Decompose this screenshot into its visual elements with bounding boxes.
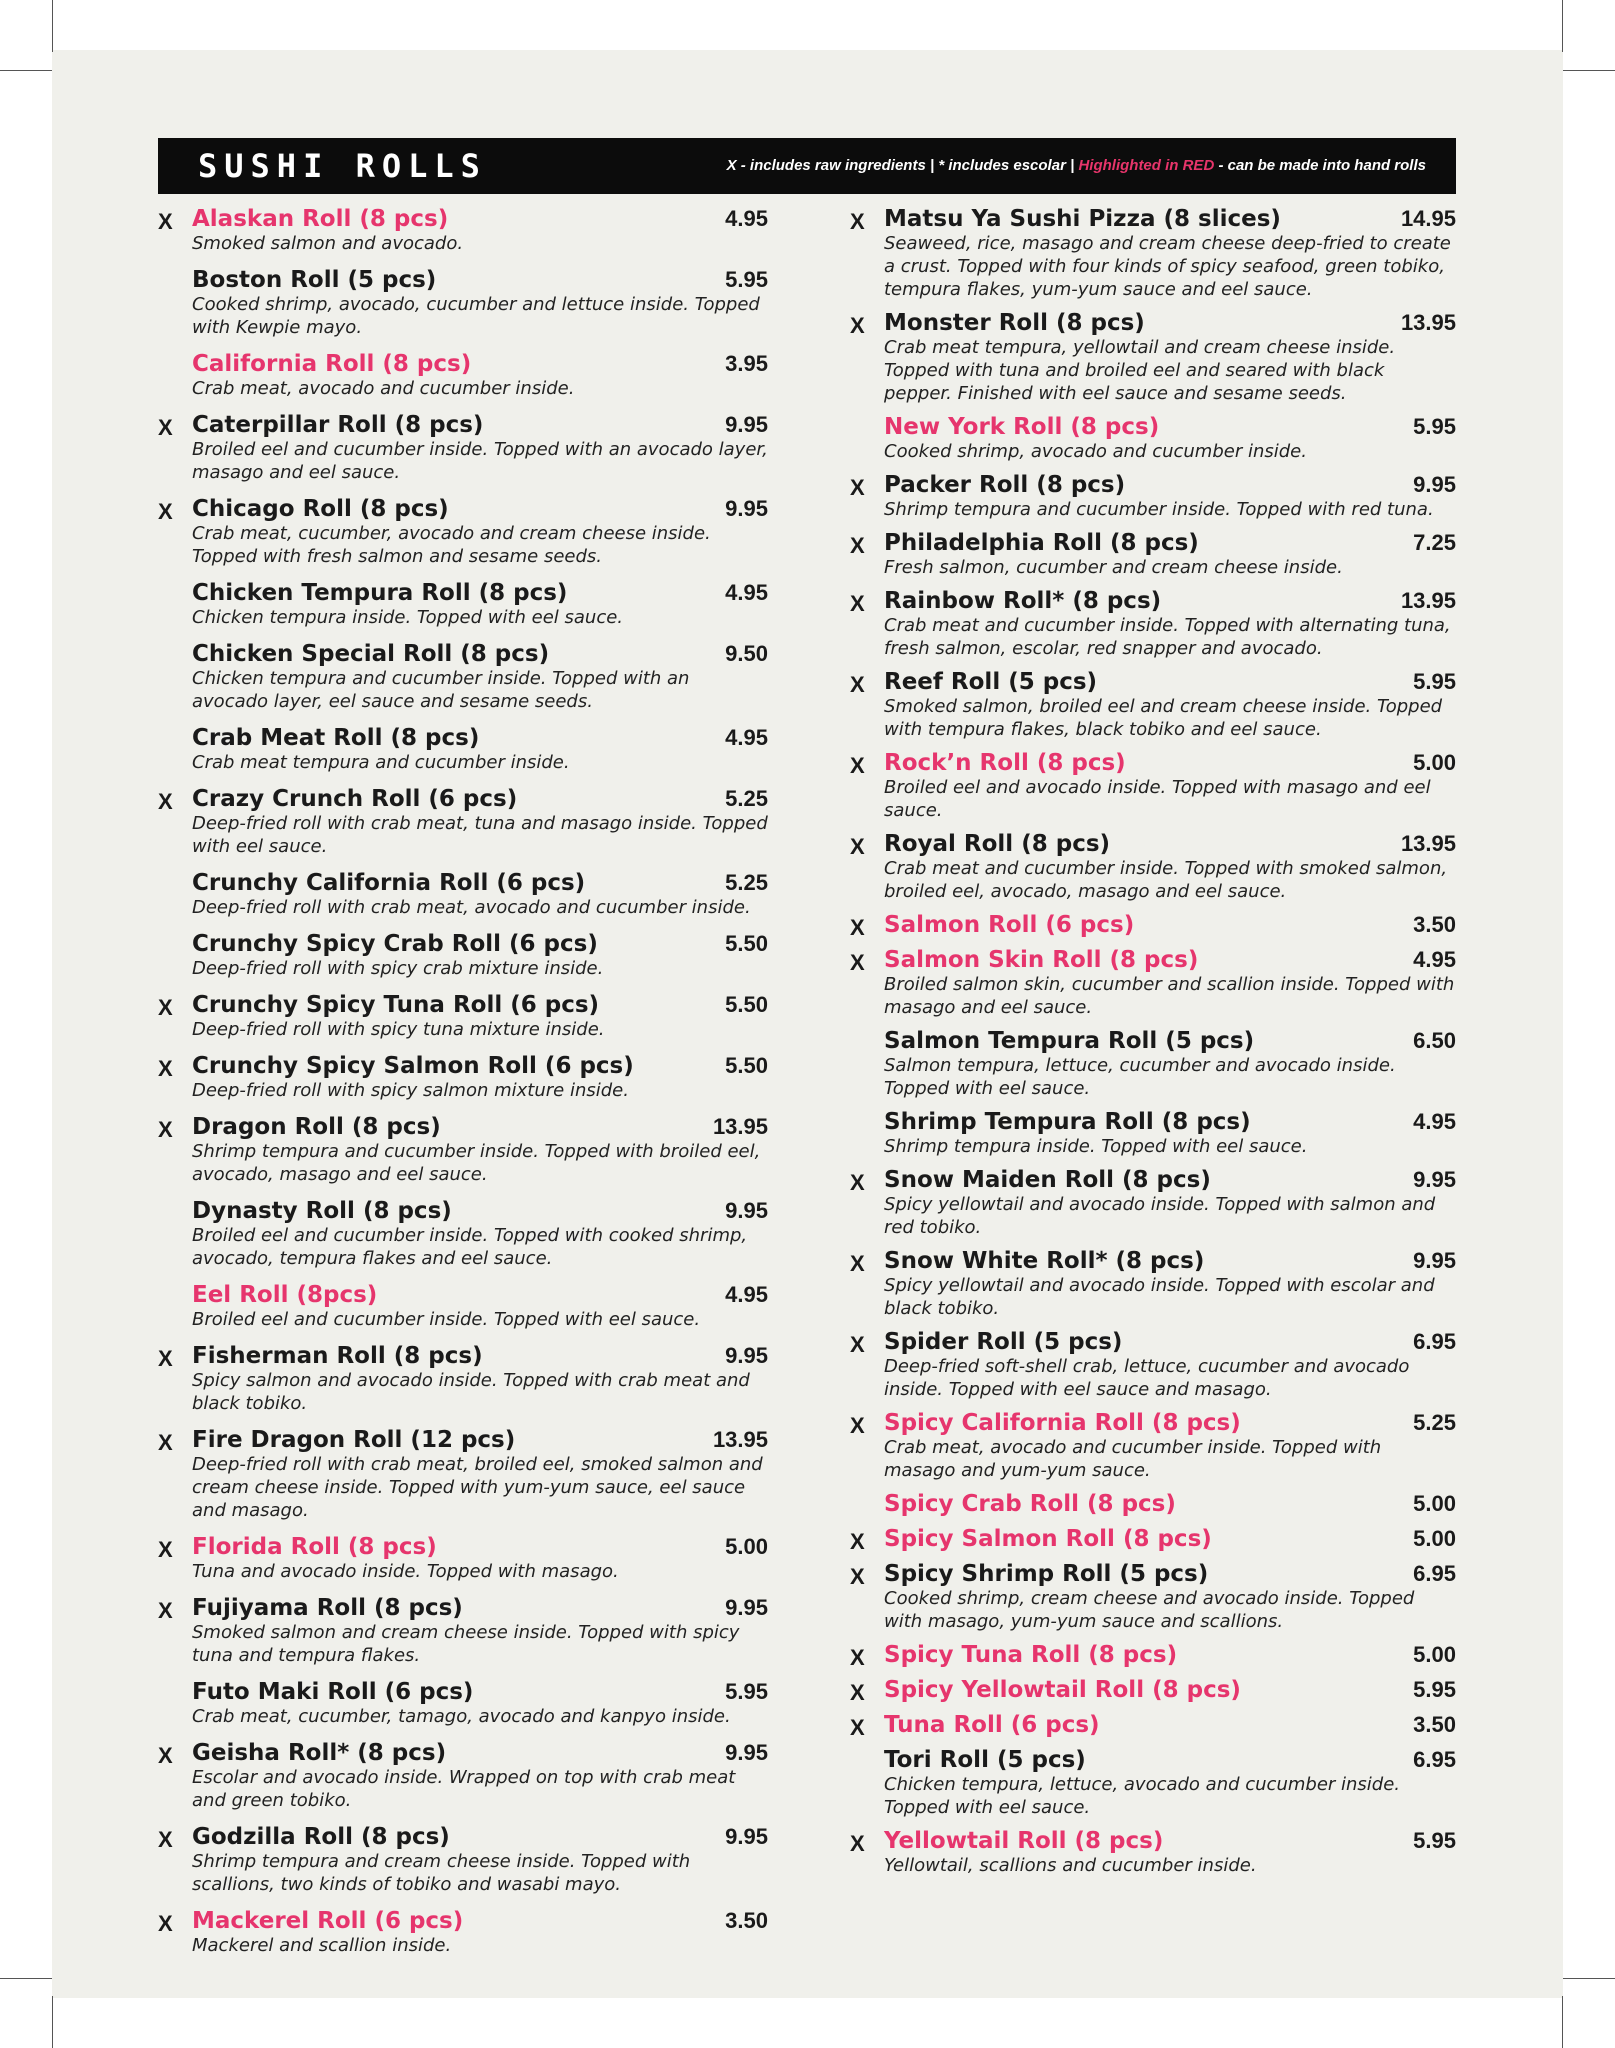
item-name: Spicy Crab Roll (8 pcs) bbox=[884, 1491, 1176, 1517]
legend: X - includes raw ingredients | * includes escolar | Highlighted in RED - can be made into hand rolls bbox=[726, 157, 1426, 174]
item-description: Spicy yellowtail and avocado inside. Topped with salmon and red tobiko. bbox=[884, 1194, 1436, 1238]
raw-ingredients-mark: X bbox=[850, 1529, 865, 1554]
item-price: 3.50 bbox=[1413, 912, 1456, 937]
item-name: Godzilla Roll (8 pcs) bbox=[192, 1824, 450, 1850]
item-price: 14.95 bbox=[1400, 206, 1456, 231]
item-price: 5.00 bbox=[1413, 1526, 1456, 1551]
item-price: 9.95 bbox=[725, 1740, 768, 1765]
item-name: Eel Roll (8pcs) bbox=[192, 1282, 378, 1308]
crop-mark bbox=[0, 1978, 52, 1979]
item-name: Fisherman Roll (8 pcs) bbox=[192, 1343, 483, 1369]
raw-ingredients-mark: X bbox=[850, 475, 865, 500]
item-name: Monster Roll (8 pcs) bbox=[884, 310, 1145, 336]
item-description: Cooked shrimp, avocado, cucumber and lettuce inside. Topped with Kewpie mayo. bbox=[192, 294, 760, 338]
item-name: Chicago Roll (8 pcs) bbox=[192, 496, 449, 522]
item-name: Snow Maiden Roll (8 pcs) bbox=[884, 1167, 1211, 1193]
item-description: Broiled salmon skin, cucumber and scallion inside. Topped with masago and eel sauce. bbox=[884, 974, 1455, 1018]
item-name: Spicy Yellowtail Roll (8 pcs) bbox=[884, 1677, 1241, 1703]
menu-item bbox=[158, 1534, 768, 1583]
item-price: 9.95 bbox=[1413, 472, 1456, 497]
raw-ingredients-mark: X bbox=[850, 533, 865, 558]
item-description: Crab meat and cucumber inside. Topped with alternating tuna, fresh salmon, escolar, red snapper and avocado. bbox=[884, 615, 1451, 659]
menu-item bbox=[850, 1248, 1456, 1320]
raw-ingredients-mark: X bbox=[850, 591, 865, 616]
item-price: 5.00 bbox=[1413, 750, 1456, 775]
item-description: Shrimp tempura and cucumber inside. Topped with red tuna. bbox=[884, 499, 1434, 520]
item-price: 5.95 bbox=[1413, 1828, 1456, 1853]
menu-item bbox=[158, 496, 768, 568]
item-name: Spicy California Roll (8 pcs) bbox=[884, 1410, 1241, 1436]
item-description: Chicken tempura inside. Topped with eel sauce. bbox=[192, 607, 624, 628]
item-name: Yellowtail Roll (8 pcs) bbox=[884, 1828, 1164, 1854]
item-price: 5.95 bbox=[725, 267, 768, 292]
item-description: Smoked salmon and cream cheese inside. Topped with spicy tuna and tempura flakes. bbox=[192, 1622, 740, 1666]
item-price: 5.00 bbox=[1413, 1491, 1456, 1516]
item-description: Deep-fried roll with crab meat, broiled eel, smoked salmon and cream cheese inside. Topped with yum-yum sauce, eel sauce and masago. bbox=[192, 1454, 763, 1521]
item-description: Chicken tempura, lettuce, avocado and cucumber inside. Topped with eel sauce. bbox=[884, 1774, 1401, 1818]
menu-item bbox=[850, 1747, 1456, 1819]
menu-item bbox=[850, 414, 1456, 463]
crop-mark bbox=[1563, 70, 1615, 71]
item-price: 5.50 bbox=[725, 1053, 768, 1078]
item-description: Deep-fried soft-shell crab, lettuce, cucumber and avocado inside. Topped with eel sauce and masago. bbox=[884, 1356, 1410, 1400]
menu-item bbox=[850, 750, 1456, 822]
item-name: Fire Dragon Roll (12 pcs) bbox=[192, 1427, 516, 1453]
crop-mark bbox=[1562, 0, 1563, 52]
item-price: 4.95 bbox=[1413, 947, 1456, 972]
item-description: Crab meat, avocado and cucumber inside. Topped with masago and yum-yum sauce. bbox=[884, 1437, 1382, 1481]
item-name: Chicken Tempura Roll (8 pcs) bbox=[192, 580, 568, 606]
raw-ingredients-mark: X bbox=[158, 209, 173, 234]
item-description: Broiled eel and avocado inside. Topped with masago and eel sauce. bbox=[884, 777, 1431, 821]
raw-ingredients-mark: X bbox=[850, 1413, 865, 1438]
item-price: 9.95 bbox=[725, 496, 768, 521]
raw-ingredients-mark: X bbox=[850, 1170, 865, 1195]
raw-ingredients-mark: X bbox=[850, 950, 865, 975]
item-price: 13.95 bbox=[1400, 310, 1456, 335]
item-price: 5.95 bbox=[1413, 1677, 1456, 1702]
menu-item bbox=[850, 1526, 1456, 1552]
item-description: Broiled eel and cucumber inside. Topped with an avocado layer, masago and eel sauce. bbox=[192, 439, 768, 483]
item-price: 13.95 bbox=[712, 1427, 768, 1452]
raw-ingredients-mark: X bbox=[850, 834, 865, 859]
raw-ingredients-mark: X bbox=[850, 753, 865, 778]
menu-item bbox=[158, 870, 768, 919]
item-price: 13.95 bbox=[1400, 588, 1456, 613]
item-price: 4.95 bbox=[725, 725, 768, 750]
item-price: 5.50 bbox=[725, 931, 768, 956]
menu-item bbox=[850, 310, 1456, 405]
menu-item bbox=[850, 1712, 1456, 1738]
menu-item bbox=[158, 641, 768, 713]
item-name: Alaskan Roll (8 pcs) bbox=[192, 206, 449, 232]
item-price: 5.25 bbox=[725, 786, 768, 811]
item-description: Seaweed, rice, masago and cream cheese deep-fried to create a crust. Topped with four kinds of spicy seafood, green tobiko, tempura flakes, yum-yum sauce and eel sauce. bbox=[884, 233, 1451, 300]
legend-hand-rolls: - can be made into hand rolls bbox=[1218, 157, 1426, 174]
menu-item bbox=[158, 1824, 768, 1896]
raw-ingredients-mark: X bbox=[850, 1680, 865, 1705]
item-description: Crab meat and cucumber inside. Topped with smoked salmon, broiled eel, avocado, masago and eel sauce. bbox=[884, 858, 1448, 902]
menu-item bbox=[158, 1427, 768, 1522]
legend-escolar: * includes escolar bbox=[938, 157, 1066, 174]
legend-raw: X - includes raw ingredients bbox=[726, 157, 926, 174]
raw-ingredients-mark: X bbox=[158, 789, 173, 814]
raw-ingredients-mark: X bbox=[158, 1117, 173, 1142]
menu-item bbox=[850, 1410, 1456, 1482]
item-name: Dynasty Roll (8 pcs) bbox=[192, 1198, 452, 1224]
item-description: Shrimp tempura inside. Topped with eel sauce. bbox=[884, 1136, 1308, 1157]
item-description: Crab meat tempura, yellowtail and cream cheese inside. Topped with tuna and broiled eel and seared with black pepper. Finished with eel sauce and sesame seeds. bbox=[884, 337, 1396, 404]
item-name: Packer Roll (8 pcs) bbox=[884, 472, 1126, 498]
item-description: Smoked salmon and avocado. bbox=[192, 233, 464, 254]
item-price: 7.25 bbox=[1413, 530, 1456, 555]
menu-item bbox=[850, 1642, 1456, 1668]
item-price: 6.95 bbox=[1413, 1747, 1456, 1772]
raw-ingredients-mark: X bbox=[158, 1827, 173, 1852]
menu-item bbox=[850, 206, 1456, 301]
item-name: Tori Roll (5 pcs) bbox=[884, 1747, 1086, 1773]
item-price: 4.95 bbox=[725, 580, 768, 605]
crop-mark bbox=[1563, 1978, 1615, 1979]
item-name: Salmon Roll (6 pcs) bbox=[884, 912, 1135, 938]
menu-item bbox=[158, 580, 768, 629]
item-price: 4.95 bbox=[725, 206, 768, 231]
item-description: Cooked shrimp, avocado and cucumber inside. bbox=[884, 441, 1307, 462]
menu-item bbox=[850, 1028, 1456, 1100]
crop-mark bbox=[52, 0, 53, 52]
menu-item bbox=[158, 786, 768, 858]
item-name: Crunchy California Roll (6 pcs) bbox=[192, 870, 586, 896]
raw-ingredients-mark: X bbox=[850, 1332, 865, 1357]
item-description: Mackerel and scallion inside. bbox=[192, 1935, 452, 1956]
item-description: Shrimp tempura and cream cheese inside. Topped with scallions, two kinds of tobiko and wasabi mayo. bbox=[192, 1851, 691, 1895]
menu-item bbox=[158, 1282, 768, 1331]
raw-ingredients-mark: X bbox=[158, 1743, 173, 1768]
item-name: Snow White Roll* (8 pcs) bbox=[884, 1248, 1205, 1274]
item-price: 5.00 bbox=[725, 1534, 768, 1559]
raw-ingredients-mark: X bbox=[158, 499, 173, 524]
item-price: 5.95 bbox=[725, 1679, 768, 1704]
item-name: Philadelphia Roll (8 pcs) bbox=[884, 530, 1199, 556]
item-price: 9.50 bbox=[725, 641, 768, 666]
menu-column-left bbox=[158, 206, 768, 1969]
item-name: Spicy Salmon Roll (8 pcs) bbox=[884, 1526, 1212, 1552]
item-name: Salmon Skin Roll (8 pcs) bbox=[884, 947, 1199, 973]
menu-item bbox=[850, 669, 1456, 741]
item-name: Florida Roll (8 pcs) bbox=[192, 1534, 437, 1560]
menu-item bbox=[850, 947, 1456, 1019]
item-name: Caterpillar Roll (8 pcs) bbox=[192, 412, 484, 438]
raw-ingredients-mark: X bbox=[850, 1251, 865, 1276]
item-name: Salmon Tempura Roll (5 pcs) bbox=[884, 1028, 1255, 1054]
menu-item bbox=[850, 831, 1456, 903]
item-price: 5.50 bbox=[725, 992, 768, 1017]
item-description: Broiled eel and cucumber inside. Topped with cooked shrimp, avocado, tempura flakes and eel sauce. bbox=[192, 1225, 748, 1269]
raw-ingredients-mark: X bbox=[850, 1564, 865, 1589]
item-description: Crab meat, avocado and cucumber inside. bbox=[192, 378, 575, 399]
item-name: Crunchy Spicy Tuna Roll (6 pcs) bbox=[192, 992, 600, 1018]
menu-item bbox=[158, 1908, 768, 1957]
item-price: 9.95 bbox=[725, 1198, 768, 1223]
item-name: California Roll (8 pcs) bbox=[192, 351, 472, 377]
item-description: Salmon tempura, lettuce, cucumber and avocado inside. Topped with eel sauce. bbox=[884, 1055, 1396, 1099]
menu-item bbox=[850, 1329, 1456, 1401]
raw-ingredients-mark: X bbox=[850, 672, 865, 697]
item-price: 3.50 bbox=[725, 1908, 768, 1933]
raw-ingredients-mark: X bbox=[158, 1346, 173, 1371]
menu-item bbox=[850, 472, 1456, 521]
section-title: SUSHI ROLLS bbox=[198, 147, 487, 185]
item-price: 4.95 bbox=[1413, 1109, 1456, 1134]
item-description: Cooked shrimp, cream cheese and avocado inside. Topped with masago, yum-yum sauce and scallions. bbox=[884, 1588, 1415, 1632]
menu-item bbox=[158, 931, 768, 980]
item-price: 9.95 bbox=[725, 1595, 768, 1620]
item-name: Reef Roll (5 pcs) bbox=[884, 669, 1098, 695]
item-name: Geisha Roll* (8 pcs) bbox=[192, 1740, 447, 1766]
raw-ingredients-mark: X bbox=[850, 313, 865, 338]
menu-item bbox=[158, 1679, 768, 1728]
menu-item bbox=[850, 1109, 1456, 1158]
item-price: 5.95 bbox=[1413, 669, 1456, 694]
item-name: Spicy Tuna Roll (8 pcs) bbox=[884, 1642, 1178, 1668]
menu-item bbox=[158, 267, 768, 339]
item-description: Tuna and avocado inside. Topped with masago. bbox=[192, 1561, 619, 1582]
menu-item bbox=[850, 1561, 1456, 1633]
item-price: 9.95 bbox=[725, 1824, 768, 1849]
item-name: Crazy Crunch Roll (6 pcs) bbox=[192, 786, 518, 812]
raw-ingredients-mark: X bbox=[850, 1645, 865, 1670]
raw-ingredients-mark: X bbox=[158, 1598, 173, 1623]
item-description: Chicken tempura and cucumber inside. Topped with an avocado layer, eel sauce and sesame seeds. bbox=[192, 668, 690, 712]
item-description: Crab meat, cucumber, avocado and cream cheese inside. Topped with fresh salmon and sesame seeds. bbox=[192, 523, 711, 567]
item-description: Yellowtail, scallions and cucumber inside. bbox=[884, 1855, 1257, 1876]
item-description: Deep-fried roll with spicy salmon mixture inside. bbox=[192, 1080, 629, 1101]
item-name: Matsu Ya Sushi Pizza (8 slices) bbox=[884, 206, 1281, 232]
item-description: Deep-fried roll with spicy tuna mixture inside. bbox=[192, 1019, 605, 1040]
item-description: Crab meat, cucumber, tamago, avocado and kanpyo inside. bbox=[192, 1706, 731, 1727]
menu-item bbox=[850, 530, 1456, 579]
item-description: Broiled eel and cucumber inside. Topped with eel sauce. bbox=[192, 1309, 701, 1330]
menu-item bbox=[158, 1114, 768, 1186]
item-name: Royal Roll (8 pcs) bbox=[884, 831, 1111, 857]
raw-ingredients-mark: X bbox=[158, 995, 173, 1020]
item-name: Chicken Special Roll (8 pcs) bbox=[192, 641, 550, 667]
item-description: Deep-fried roll with crab meat, tuna and masago inside. Topped with eel sauce. bbox=[192, 813, 768, 857]
menu-item bbox=[850, 912, 1456, 938]
menu-item bbox=[850, 1167, 1456, 1239]
menu-item bbox=[158, 725, 768, 774]
raw-ingredients-mark: X bbox=[158, 1537, 173, 1562]
raw-ingredients-mark: X bbox=[158, 1911, 173, 1936]
section-header bbox=[158, 138, 1456, 194]
item-name: Crunchy Spicy Salmon Roll (6 pcs) bbox=[192, 1053, 634, 1079]
item-name: Shrimp Tempura Roll (8 pcs) bbox=[884, 1109, 1251, 1135]
item-name: New York Roll (8 pcs) bbox=[884, 414, 1160, 440]
item-name: Fujiyama Roll (8 pcs) bbox=[192, 1595, 463, 1621]
item-description: Shrimp tempura and cucumber inside. Topped with broiled eel, avocado, masago and eel sauce. bbox=[192, 1141, 761, 1185]
item-description: Escolar and avocado inside. Wrapped on top with crab meat and green tobiko. bbox=[192, 1767, 736, 1811]
menu-item bbox=[158, 1740, 768, 1812]
item-name: Rainbow Roll* (8 pcs) bbox=[884, 588, 1162, 614]
crop-mark bbox=[0, 70, 52, 71]
raw-ingredients-mark: X bbox=[850, 915, 865, 940]
item-name: Tuna Roll (6 pcs) bbox=[884, 1712, 1100, 1738]
item-name: Crunchy Spicy Crab Roll (6 pcs) bbox=[192, 931, 598, 957]
menu-item bbox=[158, 412, 768, 484]
item-price: 9.95 bbox=[725, 412, 768, 437]
item-description: Deep-fried roll with crab meat, avocado and cucumber inside. bbox=[192, 897, 751, 918]
legend-red: Highlighted in RED bbox=[1078, 157, 1215, 174]
item-price: 4.95 bbox=[725, 1282, 768, 1307]
item-price: 13.95 bbox=[1400, 831, 1456, 856]
item-name: Crab Meat Roll (8 pcs) bbox=[192, 725, 480, 751]
item-price: 9.95 bbox=[1413, 1248, 1456, 1273]
item-name: Dragon Roll (8 pcs) bbox=[192, 1114, 441, 1140]
item-price: 5.25 bbox=[1413, 1410, 1456, 1435]
menu-item bbox=[158, 206, 768, 255]
item-price: 6.50 bbox=[1413, 1028, 1456, 1053]
item-price: 9.95 bbox=[1413, 1167, 1456, 1192]
item-description: Spicy yellowtail and avocado inside. Topped with escolar and black tobiko. bbox=[884, 1275, 1435, 1319]
crop-mark bbox=[1562, 1996, 1563, 2048]
item-price: 3.50 bbox=[1413, 1712, 1456, 1737]
item-description: Smoked salmon, broiled eel and cream cheese inside. Topped with tempura flakes, black tobiko and eel sauce. bbox=[884, 696, 1443, 740]
menu-item bbox=[158, 1343, 768, 1415]
menu-column-right bbox=[850, 206, 1456, 1886]
menu-item bbox=[850, 1828, 1456, 1877]
raw-ingredients-mark: X bbox=[850, 209, 865, 234]
menu-item bbox=[158, 1198, 768, 1270]
item-price: 9.95 bbox=[725, 1343, 768, 1368]
item-name: Rock’n Roll (8 pcs) bbox=[884, 750, 1126, 776]
menu-item bbox=[850, 588, 1456, 660]
menu-item bbox=[850, 1677, 1456, 1703]
item-name: Mackerel Roll (6 pcs) bbox=[192, 1908, 464, 1934]
menu-item bbox=[158, 351, 768, 400]
raw-ingredients-mark: X bbox=[158, 1056, 173, 1081]
item-description: Spicy salmon and avocado inside. Topped with crab meat and black tobiko. bbox=[192, 1370, 750, 1414]
raw-ingredients-mark: X bbox=[850, 1831, 865, 1856]
item-name: Spicy Shrimp Roll (5 pcs) bbox=[884, 1561, 1209, 1587]
raw-ingredients-mark: X bbox=[158, 1430, 173, 1455]
item-name: Boston Roll (5 pcs) bbox=[192, 267, 437, 293]
item-price: 13.95 bbox=[712, 1114, 768, 1139]
raw-ingredients-mark: X bbox=[850, 1715, 865, 1740]
item-name: Spider Roll (5 pcs) bbox=[884, 1329, 1123, 1355]
item-description: Crab meat tempura and cucumber inside. bbox=[192, 752, 570, 773]
item-price: 5.25 bbox=[725, 870, 768, 895]
item-description: Fresh salmon, cucumber and cream cheese inside. bbox=[884, 557, 1343, 578]
item-price: 3.95 bbox=[725, 351, 768, 376]
menu-item bbox=[158, 1053, 768, 1102]
menu-item bbox=[158, 1595, 768, 1667]
item-price: 6.95 bbox=[1413, 1561, 1456, 1586]
item-price: 5.95 bbox=[1413, 414, 1456, 439]
item-price: 5.00 bbox=[1413, 1642, 1456, 1667]
menu-item bbox=[850, 1491, 1456, 1517]
item-description: Deep-fried roll with spicy crab mixture inside. bbox=[192, 958, 604, 979]
item-price: 6.95 bbox=[1413, 1329, 1456, 1354]
raw-ingredients-mark: X bbox=[158, 415, 173, 440]
crop-mark bbox=[52, 1996, 53, 2048]
menu-item bbox=[158, 992, 768, 1041]
item-name: Futo Maki Roll (6 pcs) bbox=[192, 1679, 474, 1705]
